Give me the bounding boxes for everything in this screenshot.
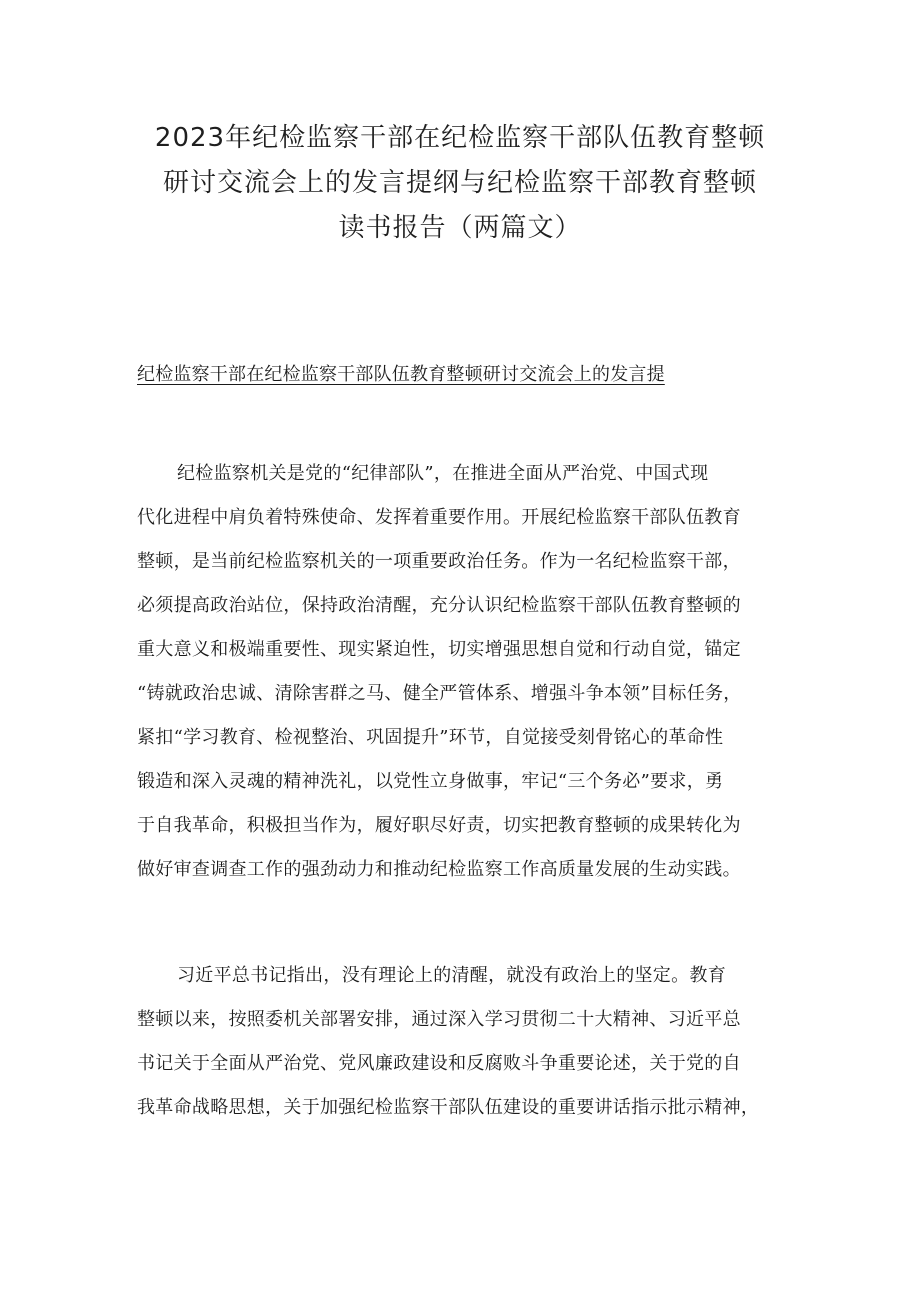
paragraph-1-line: 做好审查调查工作的强劲动力和推动纪检监察工作高质量发展的生动实践。 [137,859,741,880]
paragraph-2-line: 书记关于全面从严治党、党风廉政建设和反腐败斗争重要论述，关于党的自 [137,1053,741,1074]
paragraph-1-line: 重大意义和极端重要性、现实紧迫性，切实增强思想自觉和行动自觉，锚定 [137,639,741,660]
paragraph-1-line: 纪检监察机关是党的“纪律部队”，在推进全面从严治党、中国式现 [177,463,709,484]
paragraph-1-line: 代化进程中肩负着特殊使命、发挥着重要作用。开展纪检监察干部队伍教育 [137,507,741,528]
paragraph-1-line: 紧扣“学习教育、检视整治、巩固提升”环节，自觉接受刻骨铭心的革命性 [137,727,724,748]
paragraph-1-line: 于自我革命，积极担当作为，履好职尽好责，切实把教育整顿的成果转化为 [137,815,741,836]
title-line-1: 2023年纪检监察干部在纪检监察干部队伍教育整顿 [154,123,766,153]
section-heading: 纪检监察干部在纪检监察干部队伍教育整顿研讨交流会上的发言提 [137,364,665,385]
title-line-3: 读书报告（两篇文） [338,213,582,243]
paragraph-2-line: 我革命战略思想，关于加强纪检监察干部队伍建设的重要讲话指示批示精神， [137,1097,760,1118]
paragraph-2-line: 整顿以来，按照委机关部署安排，通过深入学习贯彻二十大精神、习近平总 [137,1009,741,1030]
paragraph-1-line: 必须提高政治站位，保持政治清醒，充分认识纪检监察干部队伍教育整顿的 [137,595,741,616]
paragraph-1-line: “铸就政治忠诚、清除害群之马、健全严管体系、增强斗争本领”目标任务， [137,683,742,704]
paragraph-2 [137,954,809,1130]
paragraph-1 [137,452,809,892]
document-title [110,116,810,251]
paragraph-1-line: 锻造和深入灵魂的精神洗礼，以党性立身做事，牢记“三个务必”要求，勇 [137,771,724,792]
title-line-2: 研讨交流会上的发言提纲与纪检监察干部教育整顿 [162,168,757,198]
paragraph-1-line: 整顿，是当前纪检监察机关的一项重要政治任务。作为一名纪检监察干部， [137,551,741,572]
paragraph-2-line: 习近平总书记指出，没有理论上的清醒，就没有政治上的坚定。教育 [177,965,726,986]
